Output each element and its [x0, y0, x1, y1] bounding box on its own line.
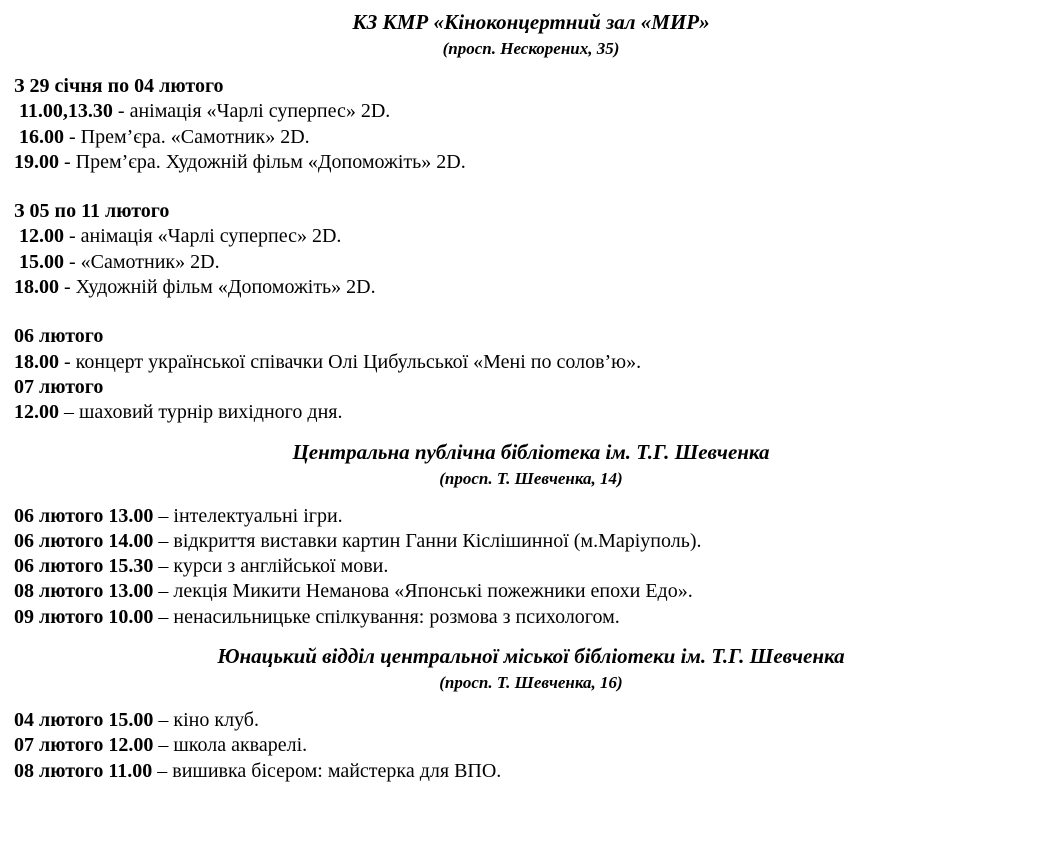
schedule-when: 06 лютого 14.00: [14, 529, 154, 552]
schedule-row: [14, 708, 1048, 733]
schedule-text: - анімація «Чарлі суперпес» 2D.: [64, 225, 342, 248]
schedule-when: 04 лютого 15.00: [14, 709, 154, 732]
schedule-row: [14, 125, 1048, 150]
venue-address: (просп. Нескорених, 35): [442, 39, 620, 58]
venue-title: Юнацький відділ центральної міської бібліотеки ім. Т.Г. Шевченка: [217, 644, 845, 669]
schedule-row: [14, 250, 1048, 275]
schedule-text: – інтелектуальні ігри.: [153, 504, 343, 527]
schedule-row: [14, 400, 1048, 425]
schedule-row: [14, 554, 1048, 579]
schedule-when: 08 лютого 11.00: [14, 759, 153, 782]
venue-title: КЗ КМР «Кіноконцертний зал «МИР»: [352, 10, 710, 34]
schedule-text: – школа акварелі.: [153, 734, 308, 757]
schedule-row: [14, 733, 1048, 758]
event-date: 07 лютого: [14, 375, 104, 398]
schedule-time: 15.00: [14, 250, 64, 273]
venue-kinokoncertnyi-zal: [14, 8, 1048, 426]
schedule-text: - Художній фільм «Допоможіть» 2D.: [59, 276, 376, 299]
event-date: 06 лютого: [14, 325, 104, 348]
schedule-row: [14, 224, 1048, 249]
schedule-row: [14, 579, 1048, 604]
period-heading: З 29 січня по 04 лютого: [14, 75, 224, 97]
venue-central-library: [14, 438, 1048, 630]
youth-library-schedule: [14, 708, 1048, 784]
schedule-text: - Прем’єра. Художній фільм «Допоможіть» 2D.: [59, 150, 466, 173]
schedule-when: 06 лютого 13.00: [14, 504, 154, 527]
venue-youth-library: [14, 642, 1048, 784]
schedule-row: [14, 759, 1048, 784]
venue-address: (просп. Т. Шевченка, 16): [439, 673, 623, 693]
schedule-row: [14, 99, 1048, 124]
schedule-text: - концерт української співачки Олі Цибульської «Мені по солов’ю».: [59, 350, 642, 373]
library-schedule: [14, 504, 1048, 630]
venue-address: (просп. Т. Шевченка, 14): [439, 468, 623, 488]
schedule-text: – відкриття виставки картин Ганни Кіслішинної (м.Маріуполь).: [153, 529, 702, 552]
schedule-text: - «Самотник» 2D.: [64, 250, 220, 273]
schedule-period-1: [14, 74, 1048, 175]
schedule-text: – курси з англійської мови.: [153, 555, 389, 578]
schedule-text: – вишивка бісером: майстерка для ВПО.: [152, 759, 502, 782]
schedule-text: - Прем’єра. «Самотник» 2D.: [64, 125, 310, 148]
schedule-text: – лекція Микити Неманова «Японські пожежники епохи Едо».: [153, 580, 693, 603]
special-events: [14, 324, 1048, 425]
schedule-row: [14, 275, 1048, 300]
schedule-text: – ненасильницьке спілкування: розмова з психологом.: [153, 605, 620, 628]
schedule-row: [14, 350, 1048, 375]
schedule-time: 12.00: [14, 225, 64, 248]
schedule-time: 18.00: [14, 276, 59, 299]
schedule-time: 16.00: [14, 125, 64, 148]
schedule-time: 11.00,13.30: [14, 100, 113, 123]
schedule-row: [14, 605, 1048, 630]
schedule-text: - анімація «Чарлі суперпес» 2D.: [112, 100, 391, 123]
schedule-row: [14, 504, 1048, 529]
period-heading: З 05 по 11 лютого: [14, 200, 170, 223]
schedule-time: 12.00: [14, 401, 59, 424]
venue-title: Центральна публічна бібліотека ім. Т.Г. Шевченка: [292, 439, 770, 464]
schedule-row: [14, 150, 1048, 175]
schedule-when: 09 лютого 10.00: [14, 605, 154, 628]
schedule-text: – кіно клуб.: [153, 709, 259, 732]
schedule-when: 07 лютого 12.00: [14, 734, 154, 757]
schedule-time: 19.00: [14, 150, 59, 173]
schedule-when: 06 лютого 15.30: [14, 555, 154, 578]
schedule-row: [14, 529, 1048, 554]
schedule-when: 08 лютого 13.00: [14, 580, 154, 603]
schedule-text: – шаховий турнір вихідного дня.: [59, 401, 343, 424]
schedule-period-2: [14, 199, 1048, 300]
schedule-time: 18.00: [14, 350, 59, 373]
